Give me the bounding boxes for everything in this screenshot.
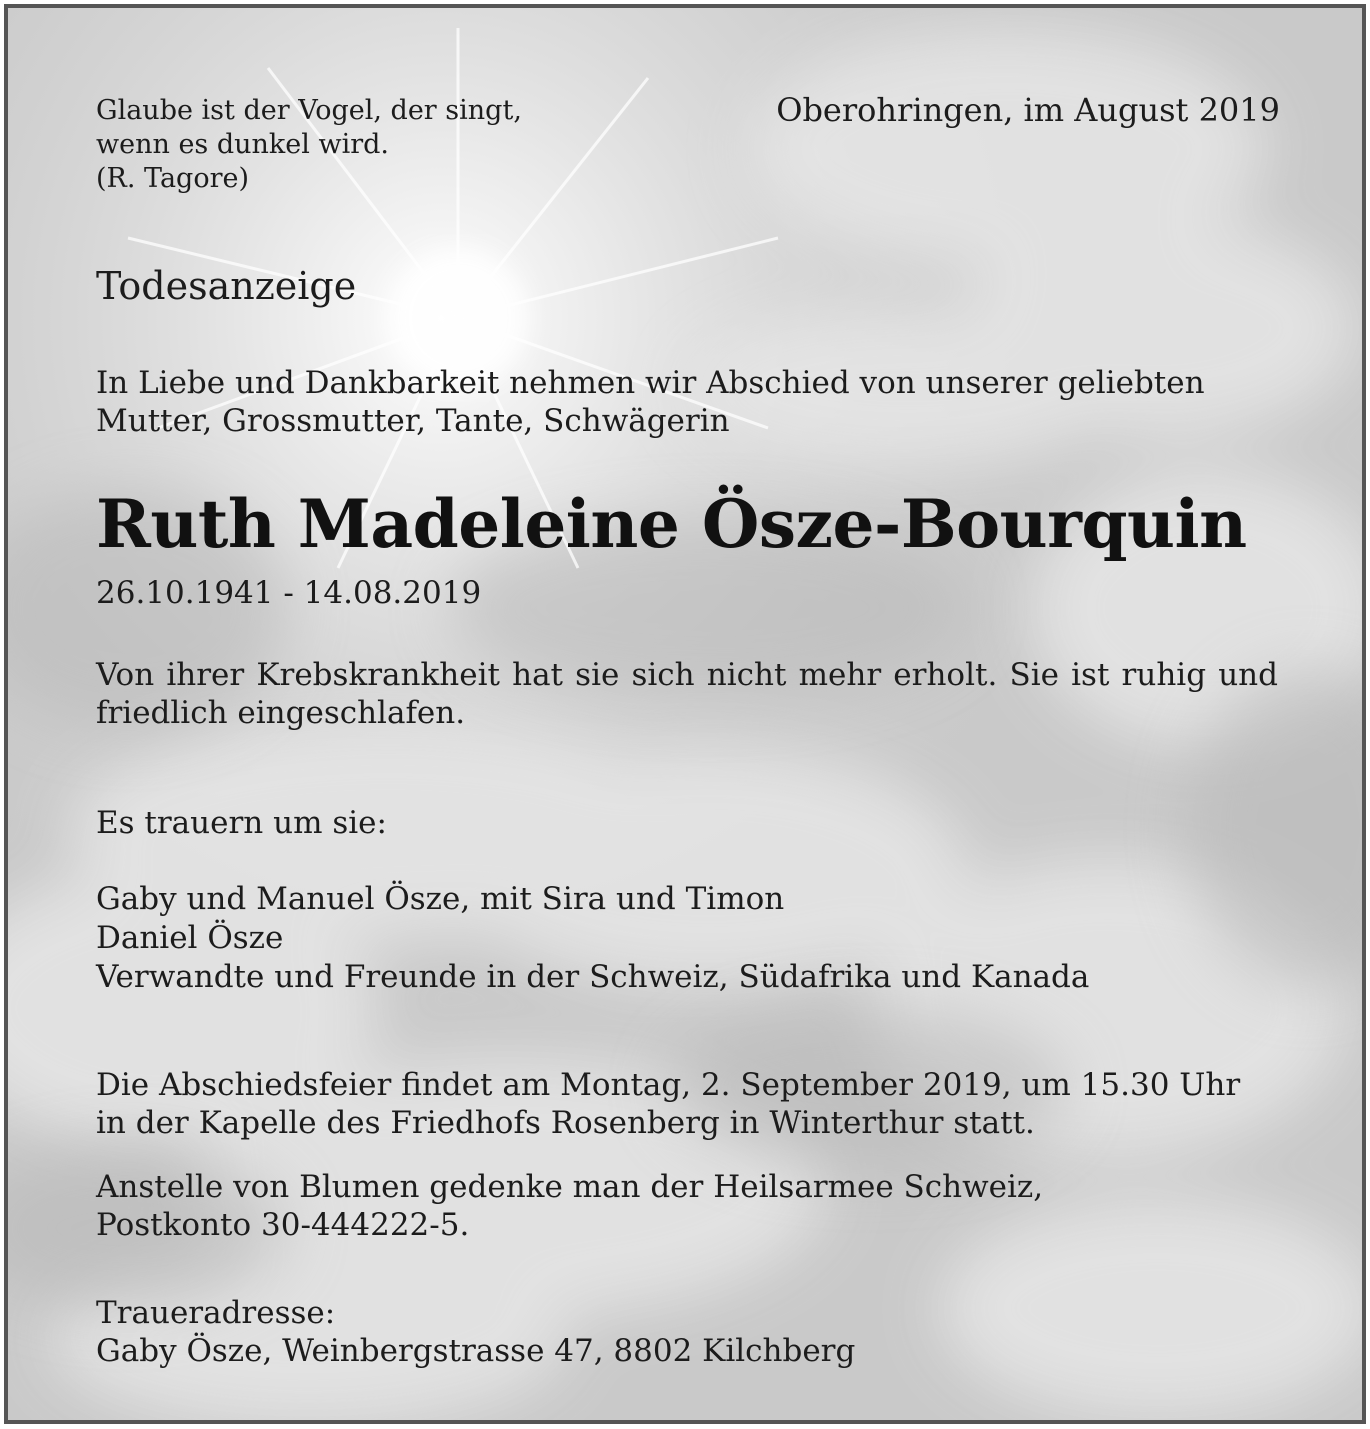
address-label: Traueradresse: xyxy=(96,1295,336,1331)
mourners-heading: Es trauern um sie: xyxy=(96,805,387,841)
mourners-list xyxy=(96,880,1089,997)
ceremony-line: in der Kapelle des Friedhofs Rosenberg in Winterthur statt. xyxy=(96,1105,1035,1141)
page-title: Todesanzeige xyxy=(96,264,357,308)
quote-line: wenn es dunkel wird. xyxy=(96,129,390,160)
life-dates: 26.10.1941 - 14.08.2019 xyxy=(96,575,482,611)
intro-line: Mutter, Grossmutter, Tante, Schwägerin xyxy=(96,403,730,439)
donation-info xyxy=(96,1168,1043,1244)
mourning-address xyxy=(96,1294,855,1370)
mourner-line: Verwandte und Freunde in der Schweiz, Südafrika und Kanada xyxy=(96,959,1090,995)
mourner-line: Daniel Ösze xyxy=(96,920,284,956)
mourner-line: Gaby und Manuel Ösze, mit Sira und Timon xyxy=(96,881,785,917)
deceased-name: Ruth Madeleine Ösze-Bourquin xyxy=(96,485,1247,563)
quote-line: Glaube ist der Vogel, der singt, xyxy=(96,95,522,126)
ceremony-line: Die Abschiedsfeier findet am Montag, 2. September 2019, um 15.30 Uhr xyxy=(96,1067,1241,1103)
donation-line: Anstelle von Blumen gedenke man der Heilsarmee Schweiz, xyxy=(96,1169,1044,1205)
address-line: Gaby Ösze, Weinbergstrasse 47, 8802 Kilchberg xyxy=(96,1333,856,1369)
quote-block xyxy=(96,94,522,196)
donation-line: Postkonto 30-444222-5. xyxy=(96,1207,470,1243)
intro-text xyxy=(96,364,1280,440)
illness-text: Von ihrer Krebskrankheit hat sie sich nicht mehr erholt. Sie ist ruhig und friedlich eingeschlafen. xyxy=(96,657,1278,731)
place-date: Oberohringen, im August 2019 xyxy=(776,91,1280,129)
ceremony-info xyxy=(96,1066,1240,1142)
obituary-card xyxy=(4,4,1366,1424)
quote-author: (R. Tagore) xyxy=(96,163,249,194)
intro-line: In Liebe und Dankbarkeit nehmen wir Abschied von unserer geliebten xyxy=(96,365,1205,401)
